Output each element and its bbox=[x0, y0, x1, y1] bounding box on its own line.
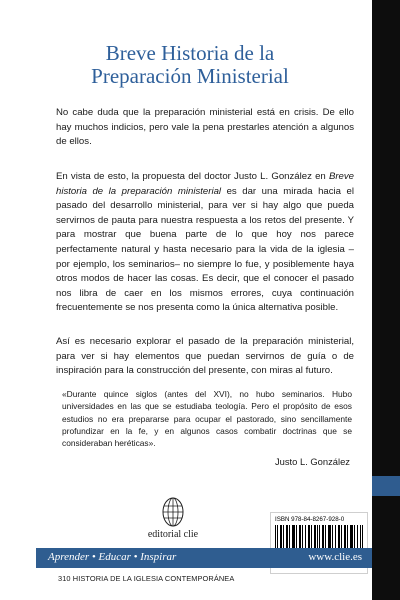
author-quote: «Durante quince siglos (antes del XVI), no hubo seminarios. Hubo universidades en las que se estudiaba teología. Pero el propósito de esos estudios no era prepararse para ocupar el pastorado, sino sencillamente profundizar en la fe, y en algunos casos combatir doctrinas que se consideraban heréticas». bbox=[62, 389, 352, 449]
publisher-logo bbox=[135, 496, 211, 540]
quote-author: Justo L. González bbox=[274, 456, 350, 467]
publisher-bar bbox=[36, 548, 372, 568]
publisher-name: editorial clie bbox=[147, 529, 199, 540]
category-label: 310 HISTORIA DE LA IGLESIA CONTEMPORÁNEA bbox=[58, 574, 235, 583]
publisher-url[interactable]: www.clie.es bbox=[308, 551, 362, 563]
title-line-2: Preparación Ministerial bbox=[91, 64, 289, 88]
publisher-slogan: Aprender • Educar • Inspirar bbox=[48, 551, 177, 563]
book-title bbox=[40, 42, 340, 88]
paragraph-2-start: En vista de esto, la propuesta del doctor Justo L. González en bbox=[56, 171, 329, 182]
globe-icon bbox=[161, 496, 185, 528]
paragraph-1: No cabe duda que la preparación ministerial está en crisis. De ello hay muchos indicios, pero vale la pena prestarles atención a algunos de ellos. bbox=[56, 107, 354, 148]
book-title-italic: Breve historia de la preparación ministerial bbox=[56, 171, 354, 197]
spine-tab bbox=[372, 476, 400, 496]
isbn-label: ISBN 978-84-8267-928-0 bbox=[275, 516, 345, 523]
spine-band bbox=[372, 0, 400, 600]
paragraph-3: Así es necesario explorar el pasado de la preparación ministerial, para ver si hay elementos que puedan servirnos de guía o de inspiración para la construcción del presente, con miras al futuro. bbox=[56, 336, 354, 377]
paragraph-2-end: es dar una mirada hacia el pasado del desarrollo ministerial, para ver si hay algo que pueda servirnos de pauta para nuestra respuesta a los retos del presente. Y para mostrar que buena parte de lo que hoy nos parece perfectamente natural y hasta necesario para la vida de la iglesia –por ejemplo, los seminarios– no siempre lo fue, y posiblemente haya otros modos de hacer las cosas. Es decir, que el conocer el pasado nos libra de caer en los mismos errores, cuya continuación frecuentemente se nos presenta como la única alternativa posible. bbox=[56, 185, 354, 314]
title-line-1: Breve Historia de la bbox=[105, 41, 275, 65]
paragraph-2 bbox=[56, 170, 354, 316]
